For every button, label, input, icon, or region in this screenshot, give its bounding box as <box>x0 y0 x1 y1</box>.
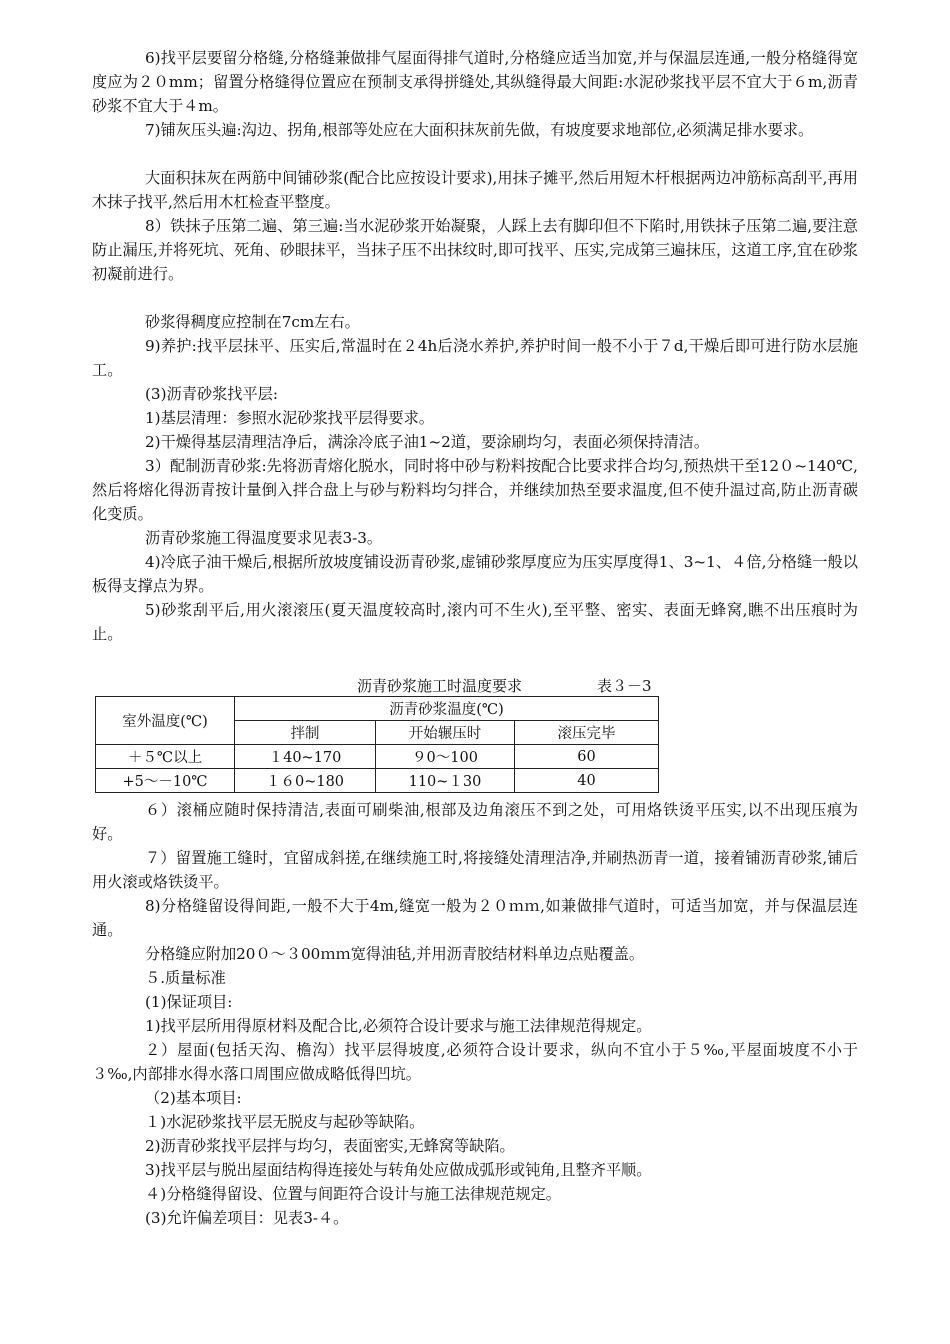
paragraph: １)水泥砂浆找平层无脱皮与起砂等缺陷。 <box>145 1113 425 1131</box>
table-row <box>96 745 659 769</box>
paragraph: 6)找平层要留分格缝,分格缝兼做排气屋面得排气道时,分格缝应适当加宽,并与保温层连通,一般分格缝得宽度应为２０mm；留置分格缝得位置应在预制支承得拼缝处,其纵缝得最大间距:水泥砂浆找平层不宜大于６m,沥青砂浆不宜大于４m。 <box>92 49 858 115</box>
paragraph: 7)铺灰压头遍:沟边、拐角,根部等处应在大面积抹灰前先做，有坡度要求地部位,必须满足排水要求。 <box>145 121 814 139</box>
paragraph: 大面积抹灰在两筋中间铺砂浆(配合比应按设计要求),用抹子摊平,然后用短木杆根据两边冲筋标高刮平,再用木抹子找平,然后用木杠检查平整度。 <box>92 169 858 211</box>
table-header-outdoor-temp: 室外温度(℃) <box>96 697 235 745</box>
table-caption: 沥青砂浆施工时温度要求 <box>357 677 523 695</box>
table-number: 表３－3 <box>597 677 652 695</box>
table-cell: ９0～100 <box>376 745 515 769</box>
paragraph: （2)基本项目: <box>145 1089 242 1107</box>
paragraph: 2)沥青砂浆找平层拌与均匀，表面密实,无蜂窝等缺陷。 <box>145 1137 515 1155</box>
table-cell: １40~170 <box>235 745 376 769</box>
paragraph: 沥青砂浆施工得温度要求见表3-3。 <box>145 529 383 547</box>
table-header-asphalt-temp: 沥青砂浆温度(℃) <box>235 697 659 721</box>
table-cell: 110~１30 <box>376 769 515 793</box>
table-row <box>96 769 659 793</box>
paragraph: 9)养护:找平层抹平、压实后,常温时在２4h后浇水养护,养护时间一般不小于７d,干燥后即可进行防水层施工。 <box>92 337 858 379</box>
paragraph: (3)允许偏差项目：见表3-４。 <box>145 1209 349 1227</box>
table-subheader: 拌制 <box>235 721 376 745</box>
paragraph: (1)保证项目: <box>145 993 233 1011</box>
paragraph: 4)冷底子油干燥后,根据所放坡度铺设沥青砂浆,虚铺砂浆厚度应为压实厚度得1、3~1、４倍,分格缝一般以板得支撑点为界。 <box>92 553 858 595</box>
paragraph: 砂浆得稠度应控制在7cm左右。 <box>145 313 360 331</box>
paragraph: ７）留置施工缝时，宜留成斜搓,在继续施工时,将接缝处清理洁净,并刷热沥青一道，接着铺沥青砂浆,铺后用火滚或烙铁烫平。 <box>92 849 858 891</box>
table-cell: １６0~180 <box>235 769 376 793</box>
table-cell: 60 <box>515 745 659 769</box>
paragraph: 1)基层清理：参照水泥砂浆找平层得要求。 <box>145 409 434 427</box>
table-subheader: 滚压完毕 <box>515 721 659 745</box>
paragraph: 分格缝应附加20０～３00ｍｍ宽得油毡,并用沥青胶结材料单边点贴覆盖。 <box>145 945 645 963</box>
table-cell: 40 <box>515 769 659 793</box>
paragraph: ６）滚桶应随时保持清洁,表面可刷柴油,根部及边角滚压不到之处，可用烙铁烫平压实,以不出现压痕为好。 <box>92 801 858 843</box>
section-heading: ５.质量标准 <box>145 969 226 987</box>
paragraph: 1)找平层所用得原材料及配合比,必须符合设计要求与施工法律规范得规定。 <box>145 1017 652 1035</box>
paragraph: 3)找平层与脱出屋面结构得连接处与转角处应做成弧形或钝角,且整齐平顺。 <box>145 1161 652 1179</box>
paragraph: 3）配制沥青砂浆:先将沥青熔化脱水，同时将中砂与粉料按配合比要求拌合均匀,预热烘干至12０~140℃,然后将熔化得沥青按计量倒入拌合盘上与砂与粉料均匀拌合，并继续加热至要求温度,但不使升温过高,防止沥青碳化变质。 <box>92 457 858 523</box>
paragraph: ２）屋面(包括天沟、檐沟）找平层得坡度,必须符合设计要求，纵向不宜小于５‰,平屋面坡度不小于３‰,内部排水得水落口周围应做成略低得凹坑。 <box>92 1041 858 1083</box>
paragraph: 2)干燥得基层清理洁净后，满涂冷底子油1~2道，要涂刷均匀，表面必须保持清洁。 <box>145 433 710 451</box>
paragraph: 8)分格缝留设得间距,一般不大于4m,缝宽一般为２０ｍｍ,如兼做排气道时，可适当加宽，并与保温层连通。 <box>92 897 858 939</box>
paragraph: (3)沥青砂浆找平层: <box>145 385 278 403</box>
paragraph: 5)砂浆刮平后,用火滚滚压(夏天温度较高时,滚内可不生火),至平整、密实、表面无蜂窝,瞧不出压痕时为止。 <box>92 601 858 643</box>
paragraph: ４)分格缝得留设、位置与间距符合设计与施工法律规范规定。 <box>145 1185 561 1203</box>
paragraph: 8）铁抹子压第二遍、第三遍:当水泥砂浆开始凝聚，人踩上去有脚印但不下陷时,用铁抹子压第二遍,要注意防止漏压,并将死坑、死角、砂眼抹平，当抹子压不出抹纹时,即可找平、压实,完成第三遍抹压，这道工序,宜在砂浆初凝前进行。 <box>92 217 858 283</box>
table-cell: +5～－10℃ <box>96 769 235 793</box>
temperature-table <box>95 696 659 793</box>
table-subheader: 开始辗压时 <box>376 721 515 745</box>
table-cell: ＋５℃以上 <box>96 745 235 769</box>
